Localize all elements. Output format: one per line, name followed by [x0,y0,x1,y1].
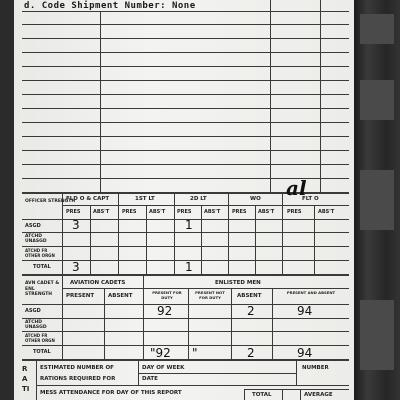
rank-fld-capt: FLD O & CAPT [66,196,110,202]
rank-flt-o: FLT O [302,196,319,202]
rank-wo: WO [250,196,261,202]
cadet-present-col: PRESENT [66,293,95,299]
row-total: TOTAL [33,264,51,270]
aviation-cadets-label: AVIATION CADETS [70,280,126,286]
row-asgd: ASGD [25,223,41,229]
rank-1st-lt: 1ST LT [135,196,155,202]
total-em-absent: 2 [247,346,255,360]
asgd-em-present-and-absent: 94 [297,304,313,318]
em-present-and-absent-col: PRESENT AND ABSENT [286,290,336,295]
sub-col-abst: ABS'T [93,209,110,215]
row-atchd-unasgd: ATCHD UNASGD [25,234,47,244]
sub-col-abst: ABS'T [149,209,166,215]
total-em-not-for-duty: " [192,346,198,360]
estimated-number-label: ESTIMATED NUMBER OF [40,365,114,371]
total-em-present-and-absent: 94 [297,346,313,360]
sub-col-pres: PRES [122,209,137,215]
mess-average-label: AVERAGE [304,392,333,398]
day-of-week-label: DAY OF WEEK [142,365,185,371]
avn-cadet-enl-strength-label: AVN CADET & ENL STRENGTH [25,281,60,297]
mess-total-label: TOTAL [252,392,272,398]
total-2d-lt-present: 1 [185,260,193,274]
mess-attendance-label: MESS ATTENDANCE FOR DAY OF THIS REPORT [40,390,182,396]
handwritten-initials: al [286,176,307,200]
sub-col-abst: ABS'T [258,209,275,215]
asgd-em-absent: 2 [247,304,255,318]
total-fld-capt-present: 3 [72,260,80,274]
row-atchd-fr-other-orgn: ATCHD FR OTHER ORGN [25,333,55,343]
sub-col-abst: ABS'T [318,209,335,215]
total-em-present-for-duty-value: 92 [155,346,171,360]
date-label: DATE [142,376,158,382]
row-atchd-fr-other-orgn: ATCHD FR OTHER ORGN [25,248,55,258]
sub-col-pres: PRES [177,209,192,215]
em-present-for-duty-col: PRESENT FOR DUTY [152,290,182,300]
rank-2d-lt: 2D LT [190,196,207,202]
sub-col-abst: ABS'T [204,209,221,215]
asgd-2d-lt-present: 1 [185,218,193,232]
asgd-fld-capt-present: 3 [72,218,80,232]
em-absent-col: ABSENT [237,293,262,299]
rations-required-label: RATIONS REQUIRED FOR [40,376,116,382]
cadet-absent-col: ABSENT [108,293,133,299]
number-label: NUMBER [302,365,329,371]
sub-col-pres: PRES [66,209,81,215]
em-present-not-for-duty-col: PRESENT NOT FOR DUTY [195,290,225,300]
row-asgd: ASGD [25,308,41,314]
asgd-em-present-for-duty: 92 [157,304,173,318]
code-shipment-number-line: d. Code Shipment Number: None [24,1,196,11]
row-total: TOTAL [33,349,51,355]
row-atchd-unasgd: ATCHD UNASGD [25,320,47,330]
sub-col-pres: PRES [232,209,247,215]
dark-page-edge [354,0,400,400]
total-em-present-for-duty: "92 [150,346,171,360]
sub-col-pres: PRES [287,209,302,215]
enlisted-men-label: ENLISTED MEN [215,280,261,286]
officer-strength-label: OFFICER STRENGTH [25,199,76,204]
rations-side-label: RATI [22,365,30,393]
